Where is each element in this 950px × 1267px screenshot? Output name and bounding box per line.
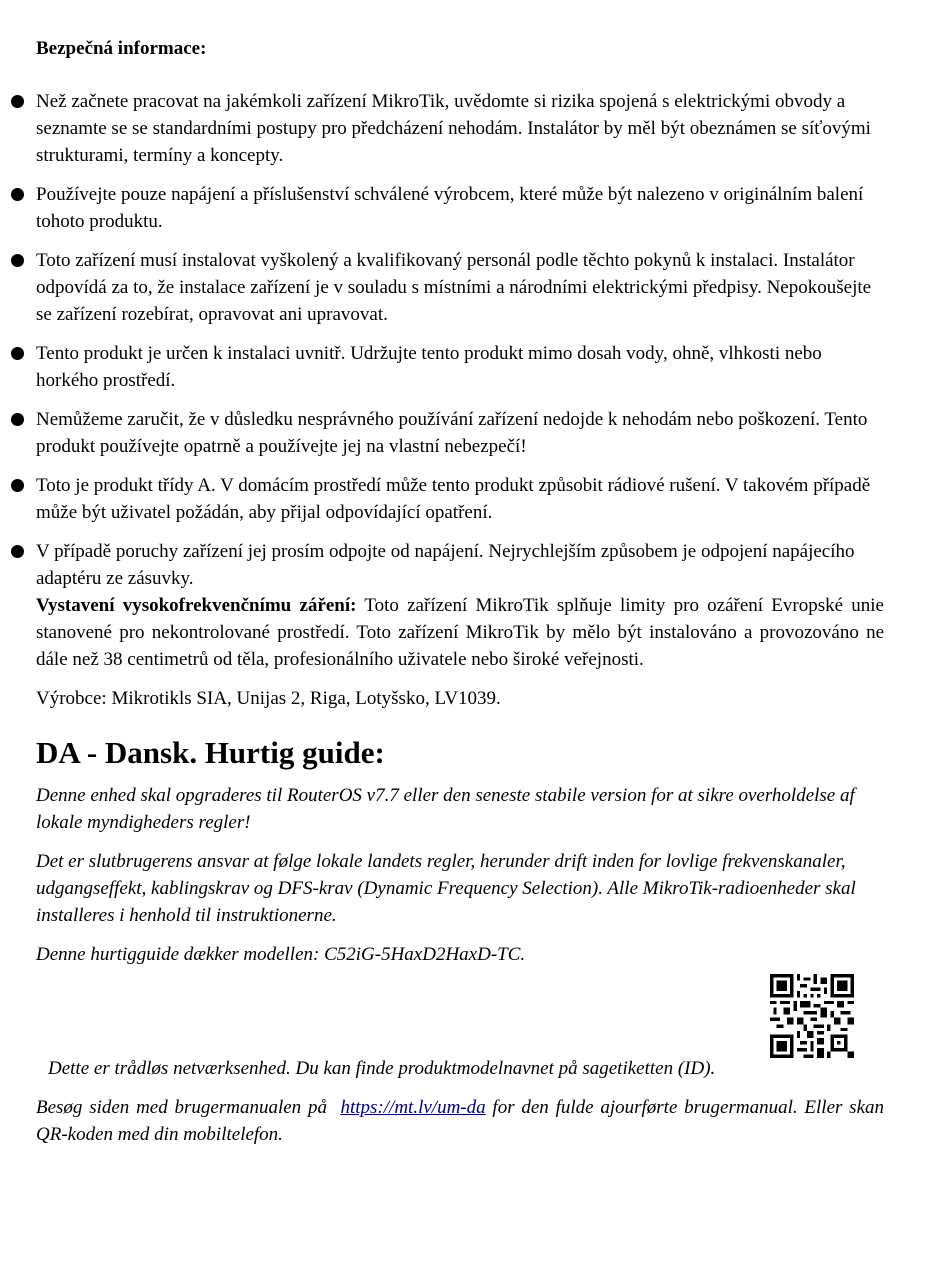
model-notice: Denne hurtigguide dækker modellen: C52iG-5HaxD2HaxD-TC. [36, 944, 526, 965]
bullet-icon [11, 95, 24, 108]
regulations-notice: Det er slutbrugerens ansvar at følge lokale landets regler, herunder drift inden for lovlige frekvenskanaler, udgangseffekt, kablingskrav og DFS-krav (Dynamic Frequency Selection). Alle MikroTik-radioenheder skal installeres i henhold til instruktionerne. [36, 851, 856, 926]
list-item [36, 340, 884, 394]
manual-notice-end: for den fulde ajourførte brugermanual. Eller skan QR-koden med din mobiltelefon. [36, 1097, 885, 1145]
list-item-text: Tento produkt je určen k instalaci uvnitř. Udržujte tento produkt mimo dosah vody, ohně, vlhkosti nebo horkého prostředí. [36, 343, 822, 391]
list-item [36, 88, 884, 169]
qr-row [36, 980, 884, 1079]
upgrade-notice: Denne enhed skal opgraderes til RouterOS v7.7 eller den seneste stabile version for at sikre overholdelse af lokale myndigheders regler! [36, 785, 855, 833]
manual-notice-start: Besøg siden med brugermanualen på [36, 1097, 327, 1118]
list-item [36, 181, 884, 235]
manual-link[interactable]: https://mt.lv/um-da [340, 1097, 486, 1118]
safety-list [36, 88, 884, 592]
manufacturer-info: Výrobce: Mikrotikls SIA, Unijas 2, Riga, Lotyšsko, LV1039. [36, 688, 501, 709]
list-item [36, 406, 884, 460]
device-id-notice: Dette er trådløs netværksenhed. Du kan finde produktmodelnavnet på sagetiketten (ID). [48, 1058, 716, 1079]
section-title: DA - Dansk. Hurtig guide: [36, 735, 385, 770]
list-item-text: Toto zařízení musí instalovat vyškolený a kvalifikovaný personál podle těchto pokynů k instalaci. Instalátor odpovídá za to, že instalace zařízení je v souladu s místními a národními elektrickými předpisy. Nepokoušejte se zařízení rozebírat, opravovat ani upravovat. [36, 250, 872, 325]
bullet-icon [11, 479, 24, 492]
rf-exposure-paragraph [36, 592, 884, 673]
list-item [36, 538, 884, 592]
rf-exposure-label: Vystavení vysokofrekvenčnímu záření: [36, 595, 357, 616]
bullet-icon [11, 545, 24, 558]
document-page [36, 30, 884, 1167]
list-item [36, 472, 884, 526]
bullet-icon [11, 188, 24, 201]
bullet-icon [11, 347, 24, 360]
rf-exposure-text: Toto zařízení MikroTik splňuje limity pro ozáření Evropské unie stanovené pro nekontrolované prostředí. Toto zařízení MikroTik by mělo být instalováno a provozováno ne dále než 38 centimetrů od těla, profesionálního uživatele nebo široké veřejnosti. [36, 595, 884, 670]
bullet-icon [11, 413, 24, 426]
manual-notice [36, 1094, 884, 1148]
list-item [36, 247, 884, 328]
list-item-text: Nemůžeme zaručit, že v důsledku nesprávného používání zařízení nedojde k nehodám nebo poškození. Tento produkt používejte opatrně a používejte jej na vlastní nebezpečí! [36, 409, 868, 457]
list-item-text: Používejte pouze napájení a příslušenství schválené výrobcem, které může být nalezeno v originálním balení tohoto produktu. [36, 184, 864, 232]
qr-code-icon [770, 974, 854, 1058]
list-item-text: Toto je produkt třídy A. V domácím prostředí může tento produkt způsobit rádiové rušení. V takovém případě může být uživatel požádán, aby přijal odpovídající opatření. [36, 475, 871, 523]
list-item-text: V případě poruchy zařízení jej prosím odpojte od napájení. Nejrychlejším způsobem je odpojení napájecího adaptéru ze zásuvky. [36, 541, 855, 589]
list-item-text: Než začnete pracovat na jakémkoli zařízení MikroTik, uvědomte si rizika spojená s elektrickými obvody a seznamte se se standardními postupy pro předcházení nehodám. Instalátor by měl být obeznámen se síťovými strukturami, termíny a koncepty. [36, 91, 871, 166]
safety-heading: Bezpečná informace: [36, 38, 207, 59]
bullet-icon [11, 254, 24, 267]
